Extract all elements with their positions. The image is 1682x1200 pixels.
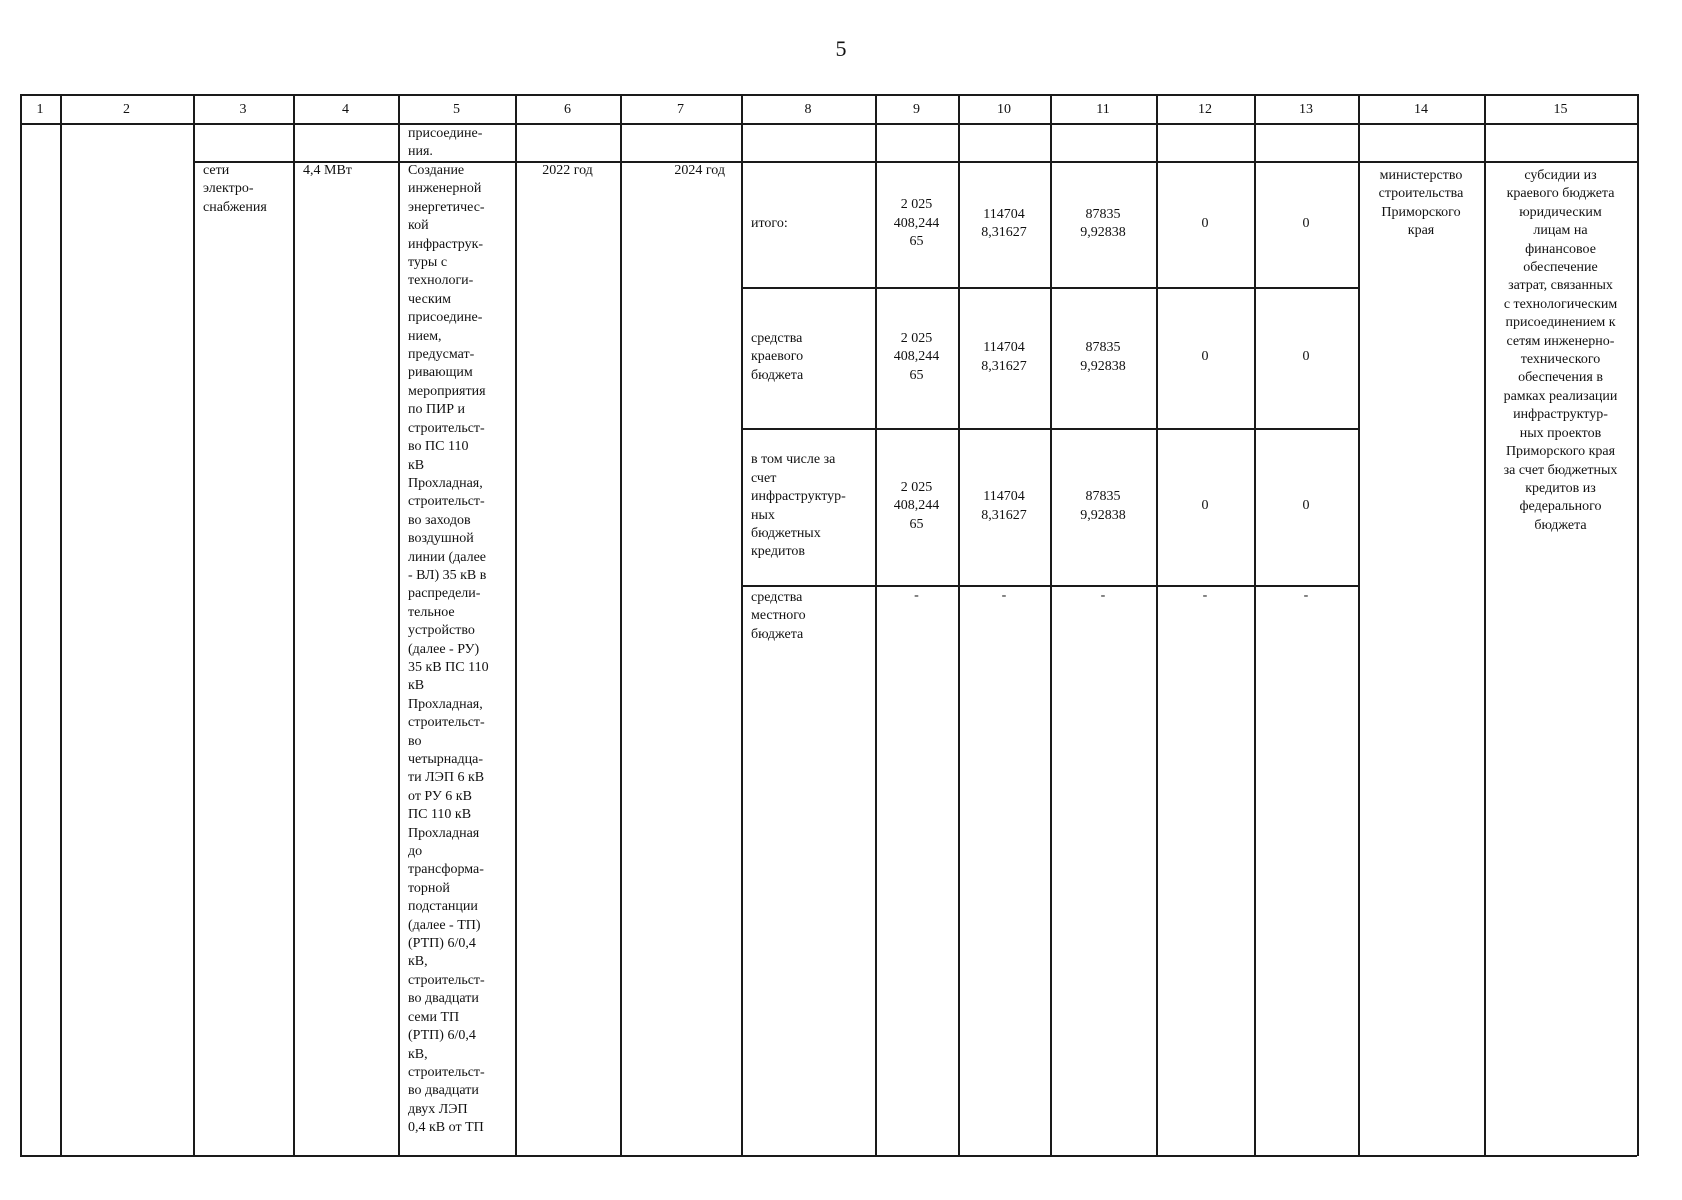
funding-value <box>875 287 958 428</box>
end-year: 2024 год <box>674 163 725 178</box>
responsible-ministry: министерство строительства Приморского края <box>1378 168 1464 239</box>
column-header: 10 <box>997 102 1011 117</box>
funding-value <box>875 161 958 287</box>
funding-label <box>751 589 871 644</box>
funding-value-text: 2 025 408,244 65 <box>893 479 940 532</box>
column-header: 11 <box>1096 102 1110 117</box>
funding-value <box>1050 587 1156 605</box>
funding-value <box>958 287 1050 428</box>
funding-value-text: - <box>1100 588 1106 603</box>
funding-value <box>1050 161 1156 287</box>
funding-value <box>1254 287 1358 428</box>
column-border <box>1358 94 1360 1156</box>
funding-value <box>875 428 958 585</box>
funding-value <box>1254 587 1358 605</box>
funding-value <box>1156 428 1254 585</box>
funding-label-text: в том числе за счет инфраструктур- ных бюджетных кредитов <box>751 452 846 560</box>
funding-label-text: средства местного бюджета <box>751 590 806 642</box>
subsidy-description: субсидии из краевого бюджета юридическим лицам на финансовое обеспечение затрат, связанных с технологическим присоединением к сетям инженерно- технического обеспечения в рамках реализации инфраструктур- ных проектов Приморского края за счет бюджетных кредитов из федерального бюджета <box>1503 168 1618 533</box>
funding-value <box>1156 287 1254 428</box>
table-top-border <box>20 94 1637 96</box>
column-header: 8 <box>804 102 812 117</box>
funding-value-text: 87835 9,92838 <box>1080 340 1126 374</box>
column-header: 13 <box>1299 102 1313 117</box>
funding-value <box>875 587 958 605</box>
start-year: 2022 год <box>542 163 593 178</box>
column-border <box>398 94 400 1156</box>
project-description: Создание инженерной энергетичес- кой инфраструк- туры с технологи- ческим присоедине- нием, предусмат- ривающим мероприятия по ПИР и строительст- во ПС 110 кВ Прохладная, строительст- во заходов воздушной линии (далее - ВЛ) 35 кВ в распредели- тельное устройство (далее - РУ) 35 кВ ПС 110 кВ Прохладная, строительст- во четырнадца- ти ЛЭП 6 кВ от РУ 6 кВ ПС 110 кВ Прохладная до трансформа- торной подстанции (далее - ТП) (РТП) 6/0,4 кВ, строительст- во двадцати семи ТП (РТП) 6/0,4 кВ, строительст- во двадцати двух ЛЭП 0,4 кВ от ТП <box>408 163 489 1136</box>
funding-value-text: - <box>1001 588 1007 603</box>
header-bottom-border <box>20 123 1637 125</box>
column-border <box>193 94 195 1156</box>
funding-label-text: средства краевого бюджета <box>751 330 804 383</box>
funding-value <box>1050 287 1156 428</box>
capacity-value: 4,4 МВт <box>303 163 352 178</box>
funding-value-text: 0 <box>1302 215 1310 231</box>
column-header: 12 <box>1198 102 1212 117</box>
funding-value <box>1254 428 1358 585</box>
column-border <box>20 94 22 1156</box>
funding-value <box>958 428 1050 585</box>
column-header: 3 <box>239 102 247 117</box>
network-type: сети электро- снабжения <box>203 163 267 215</box>
funding-value <box>1050 428 1156 585</box>
column-border <box>293 94 295 1156</box>
column-border <box>741 94 743 1156</box>
column-header: 14 <box>1414 102 1428 117</box>
funding-value-text: 114704 8,31627 <box>981 206 1027 240</box>
column-header: 6 <box>564 102 571 117</box>
funding-label <box>751 161 871 287</box>
funding-value-text: 2 025 408,244 65 <box>893 330 940 383</box>
column-border <box>620 94 622 1156</box>
funding-value-text: 0 <box>1201 215 1209 231</box>
funding-value <box>958 161 1050 287</box>
funding-value-text: 0 <box>1302 498 1310 514</box>
funding-value-text: 114704 8,31627 <box>981 489 1027 523</box>
funding-value-text: 2 025 408,244 65 <box>893 197 940 250</box>
page-number: 5 <box>835 36 847 61</box>
column-header: 9 <box>913 102 920 117</box>
funding-value-text: 0 <box>1201 349 1209 365</box>
column-header: 7 <box>677 102 684 117</box>
funding-label <box>751 428 871 585</box>
column-border <box>1637 94 1639 1156</box>
column-header: 15 <box>1553 102 1568 117</box>
table-bottom-border <box>20 1155 1637 1157</box>
funding-value-text: 87835 9,92838 <box>1080 206 1126 240</box>
funding-value-text: - <box>1202 588 1208 603</box>
funding-value-text: 0 <box>1302 349 1310 365</box>
continuation-text: присоедине- ния. <box>408 126 483 160</box>
funding-value-text: 114704 8,31627 <box>981 340 1027 374</box>
column-header: 5 <box>453 102 460 117</box>
column-border <box>60 94 62 1156</box>
column-border <box>515 94 517 1156</box>
funding-value <box>1156 161 1254 287</box>
funding-value-text: - <box>1303 588 1309 603</box>
funding-label-text: итого: <box>751 215 788 231</box>
column-header: 1 <box>36 102 44 117</box>
column-header: 4 <box>342 102 349 117</box>
funding-value-text: - <box>914 588 919 603</box>
funding-value <box>1156 587 1254 605</box>
funding-value <box>958 587 1050 605</box>
funding-value-text: 87835 9,92838 <box>1080 489 1126 523</box>
funding-value-text: 0 <box>1201 498 1209 514</box>
funding-label <box>751 287 871 428</box>
column-header: 2 <box>123 102 130 117</box>
funding-value <box>1254 161 1358 287</box>
